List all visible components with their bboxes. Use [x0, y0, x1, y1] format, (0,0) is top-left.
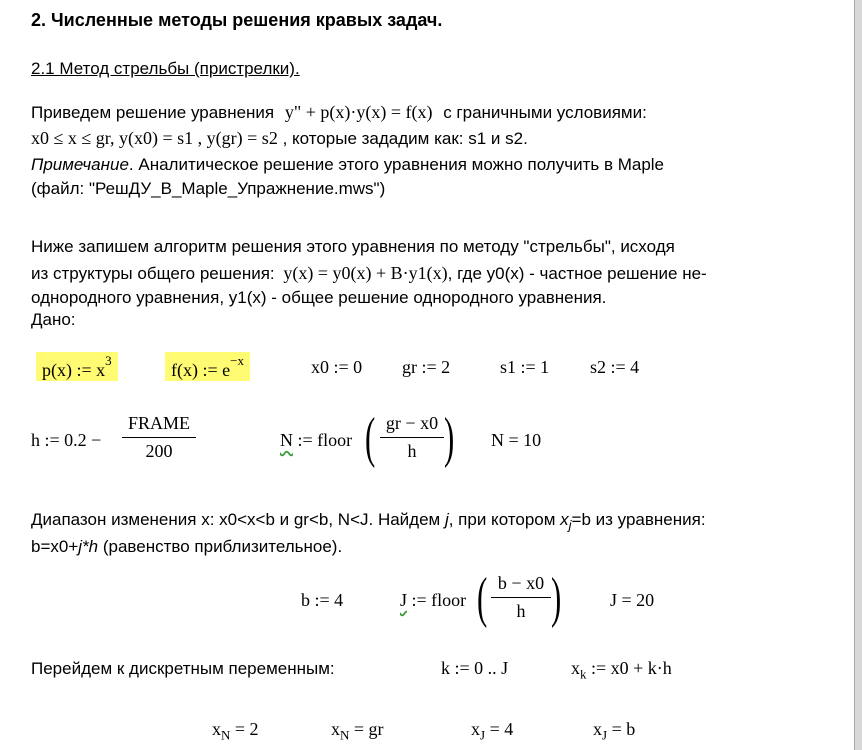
range-line-2-j: j*h — [78, 537, 99, 556]
r2-sub: N — [340, 727, 350, 743]
xj-result-value[interactable] — [471, 718, 513, 747]
right-paren: ) — [551, 567, 562, 629]
fraction-bar — [380, 437, 444, 438]
intro-text — [31, 101, 647, 123]
b-definition[interactable]: b := 4 — [301, 590, 344, 610]
xk-x: x — [571, 658, 580, 678]
r4-sub: J — [602, 727, 608, 743]
given-label: Дано: — [31, 310, 76, 329]
r3-x: x — [471, 719, 480, 739]
ode-equation[interactable]: y" + p(x)·y(x) = f(x) — [284, 102, 433, 122]
range-line-1-a: Диапазон изменения х: x0<x<b и gr<b, N<J. Найдем — [31, 510, 445, 529]
intro-text-before: Приведем решение уравнения — [31, 103, 275, 122]
general-solution-equation[interactable]: y(x) = y0(x) + B·y1(x) — [283, 263, 448, 283]
xk-sub: k — [580, 666, 587, 682]
note-label: Примечание — [31, 155, 129, 174]
note-file: (файл: "РешДУ_В_Maple_Упражнение.mws") — [31, 179, 386, 198]
range-line-1-x: x — [560, 510, 569, 529]
xn-result-value[interactable] — [212, 718, 259, 747]
range-line-1-sub: j — [568, 517, 572, 533]
r4-x: x — [593, 719, 602, 739]
right-paren: ) — [444, 407, 455, 469]
algo-line-2-before: из структуры общего решения: — [31, 264, 275, 283]
algo-line-2-after: , где y0(x) - частное решение не- — [447, 264, 707, 283]
boundary-conditions[interactable]: x0 ≤ x ≤ gr, y(x0) = s1 , y(gr) = s2 — [31, 128, 278, 148]
j-fraction-numerator: b − x0 — [497, 573, 545, 593]
j-fraction-denominator: h — [516, 601, 526, 621]
j-definition-fraction — [491, 573, 551, 622]
range-line-1-b: , при котором — [448, 510, 561, 529]
left-paren: ( — [477, 567, 488, 629]
discrete-text: Перейдем к дискретным переменным: — [31, 659, 335, 678]
j-result[interactable]: J = 20 — [610, 590, 655, 610]
p-definition-base: p(x) := x — [42, 360, 106, 380]
boundary-conditions-line — [31, 127, 528, 149]
range-line-1 — [31, 510, 706, 535]
s1-definition[interactable]: s1 := 1 — [500, 357, 550, 377]
k-range-definition[interactable]: k := 0 .. J — [441, 658, 509, 678]
j-definition[interactable] — [400, 589, 466, 611]
range-line-2-a: b=x0+ — [31, 537, 79, 556]
r4-rhs: = b — [607, 719, 636, 739]
f-definition-exponent: −x — [230, 353, 244, 368]
h-definition-lhs[interactable]: h := 0.2 − — [31, 430, 102, 450]
n-floor: := floor — [293, 430, 353, 450]
algo-line-2 — [31, 262, 707, 284]
n-fraction-denominator: h — [407, 441, 417, 461]
fraction-bar — [491, 597, 551, 598]
xk-rhs: := x0 + k·h — [586, 658, 672, 678]
section-heading: 2. Численные методы решения кравых задач. — [31, 10, 443, 30]
r3-sub: J — [480, 727, 486, 743]
range-line-1-j: j — [444, 510, 449, 529]
h-fraction-numerator: FRAME — [127, 413, 190, 433]
x0-definition[interactable]: x0 := 0 — [311, 357, 363, 377]
gr-definition[interactable]: gr := 2 — [402, 357, 451, 377]
r3-rhs: = 4 — [485, 719, 514, 739]
r2-x: x — [331, 719, 340, 739]
n-definition[interactable] — [280, 429, 352, 451]
xj-result-b[interactable] — [593, 718, 635, 747]
range-line-2-b: (равенство приблизительное). — [98, 537, 343, 556]
page-edge — [854, 0, 862, 750]
r1-x: x — [212, 719, 221, 739]
n-result[interactable]: N = 10 — [491, 430, 542, 450]
j-floor: := floor — [407, 590, 467, 610]
boundary-conditions-text: , которые зададим как: s1 и s2. — [282, 129, 528, 148]
range-line-1-c: =b из уравнения: — [571, 510, 706, 529]
left-paren: ( — [365, 407, 376, 469]
j-variable: J — [400, 590, 408, 610]
s2-definition[interactable]: s2 := 4 — [590, 357, 640, 377]
r1-rhs: = 2 — [230, 719, 259, 739]
p-definition-exponent: 3 — [105, 353, 112, 368]
n-definition-fraction — [380, 413, 444, 462]
xk-definition[interactable] — [571, 657, 672, 686]
r2-rhs: = gr — [349, 719, 384, 739]
intro-text-after: с граничными условиями: — [443, 103, 647, 122]
xn-result-gr[interactable] — [331, 718, 384, 747]
note-line — [31, 155, 664, 175]
note-text: . Аналитическое решение этого уравнения можно получить в Maple — [128, 155, 664, 174]
p-definition[interactable] — [36, 352, 118, 381]
subsection-heading: 2.1 Метод стрельбы (пристрелки). — [31, 59, 300, 78]
n-fraction-numerator: gr − x0 — [385, 413, 439, 433]
r1-sub: N — [221, 727, 231, 743]
h-fraction-denominator: 200 — [145, 441, 173, 461]
range-line-2 — [31, 537, 342, 557]
fraction-bar — [122, 437, 196, 438]
f-definition-base: f(x) := e — [171, 360, 231, 380]
f-definition[interactable] — [165, 352, 250, 381]
algo-line-1: Ниже запишем алгоритм решения этого уравнения по методу "стрельбы", исходя — [31, 237, 675, 256]
h-definition-fraction — [122, 413, 196, 462]
algo-line-3: однородного уравнения, y1(x) - общее решение однородного уравнения. — [31, 288, 607, 307]
n-variable: N — [280, 430, 293, 450]
